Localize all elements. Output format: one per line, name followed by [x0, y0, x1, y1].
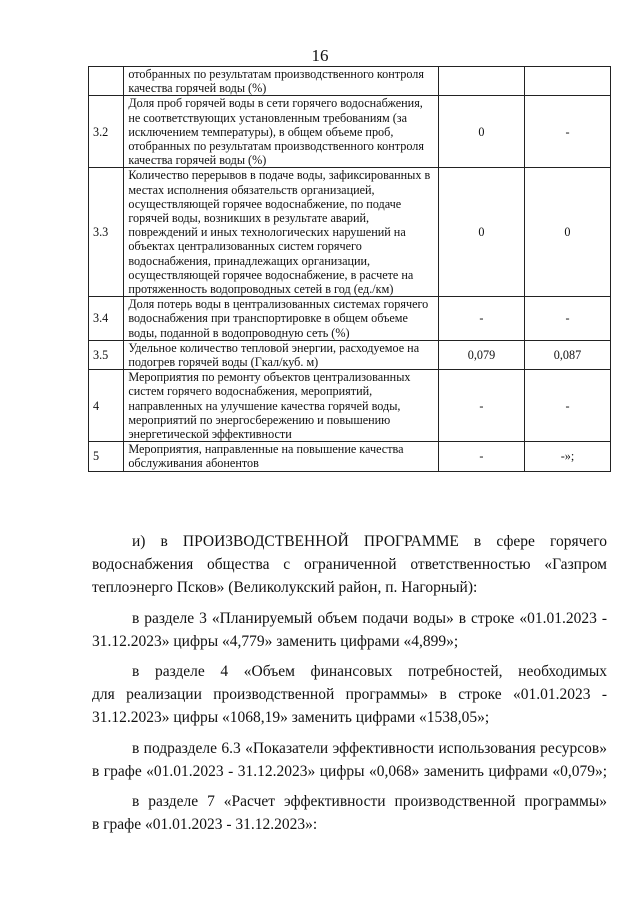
row-description: Доля проб горячей воды в сети горячего водоснабжения, не соответствующих установленным требованиям (за исключением температуры), в общем объеме проб, отобранных по результатам производственного контроля качества горячей воды (%) — [124, 96, 439, 168]
row-number: 3.2 — [89, 96, 124, 168]
row-number: 3.5 — [89, 340, 124, 369]
body-text — [92, 530, 607, 836]
row-value-1: 0 — [438, 96, 524, 168]
row-value-1: - — [438, 370, 524, 442]
row-number: 4 — [89, 370, 124, 442]
row-value-1: - — [438, 442, 524, 471]
page-number: 16 — [311, 46, 329, 65]
paragraph-section7: в разделе 7 «Расчет эффективности производственной программы» — [132, 793, 607, 811]
row-value-1: 0 — [438, 168, 524, 297]
paragraph-subsection63-line2: в графе «01.01.2023 - 31.12.2023» цифры «0,068» заменить цифрами «0,079»; — [92, 762, 607, 780]
row-value-1: - — [438, 297, 524, 341]
row-description: Доля потерь воды в централизованных системах горячего водоснабжения при транспортировке в общем объеме воды, поданной в водопроводную сеть (%) — [124, 297, 439, 341]
table-row — [89, 67, 611, 96]
indicators-table — [88, 66, 611, 472]
row-number: 3.4 — [89, 297, 124, 341]
row-value-1 — [438, 67, 524, 96]
row-value-2: - — [524, 370, 610, 442]
table-row — [89, 370, 611, 442]
paragraph-section4: в разделе 4 «Объем финансовых потребностей, необходимых — [132, 663, 607, 681]
row-value-1: 0,079 — [438, 340, 524, 369]
paragraph-subsection63: в подразделе 6.3 «Показатели эффективности использования ресурсов» — [132, 739, 607, 757]
paragraph-section3: в разделе 3 «Планируемый объем подачи воды» в строке «01.01.2023 - — [132, 609, 607, 627]
paragraph-section4-line2: для реализации производственной программы» в строке «01.01.2023 - — [92, 686, 607, 704]
row-number — [89, 67, 124, 96]
row-value-2: 0,087 — [524, 340, 610, 369]
paragraph-section3-line2: 31.12.2023» цифры «4,779» заменить цифрами «4,899»; — [92, 632, 459, 650]
paragraph-section7-line2: в графе «01.01.2023 - 31.12.2023»: — [92, 816, 318, 834]
row-value-2: - — [524, 297, 610, 341]
table-row — [89, 297, 611, 341]
indicators-table-body — [89, 67, 611, 472]
row-value-2: -»; — [524, 442, 610, 471]
row-description: отобранных по результатам производственного контроля качества горячей воды (%) — [124, 67, 439, 96]
row-number: 3.3 — [89, 168, 124, 297]
row-description: Мероприятия, направленные на повышение качества обслуживания абонентов — [124, 442, 439, 471]
paragraph-section4-line3: 31.12.2023» цифры «1068,19» заменить цифрами «1538,05»; — [92, 709, 490, 727]
row-description: Количество перерывов в подаче воды, зафиксированных в местах исполнения обязательств организацией, осуществляющей горячее водоснабжение, по подаче горячей воды, возникших в результате аварий, повреждений и иных технологических нарушений на объектах централизованных систем горячего водоснабжения, принадлежащих организации, осуществляющей горячее водоснабжение, в расчете на протяженность водопроводных сетей в год (ед./км) — [124, 168, 439, 297]
row-number: 5 — [89, 442, 124, 471]
table-row — [89, 340, 611, 369]
row-value-2: 0 — [524, 168, 610, 297]
paragraph-program-heading-line3: теплоэнерго Псков» (Великолукский район, п. Нагорный): — [92, 579, 478, 597]
table-row — [89, 96, 611, 168]
row-description: Удельное количество тепловой энергии, расходуемое на подогрев горячей воды (Гкал/куб. м) — [124, 340, 439, 369]
paragraph-program-heading: и) в ПРОИЗВОДСТВЕННОЙ ПРОГРАММЕ в сфере горячего — [132, 533, 607, 550]
table-row — [89, 442, 611, 471]
table-row — [89, 168, 611, 297]
paragraph-program-heading-line2: водоснабжения общества с ограниченной ответственностью «Газпром — [92, 556, 607, 574]
row-value-2 — [524, 67, 610, 96]
row-description: Мероприятия по ремонту объектов централизованных систем горячего водоснабжения, мероприятий, направленных на улучшение качества горячей воды, мероприятий по энергосбережению и повышению энергетической эффективности — [124, 370, 439, 442]
row-value-2: - — [524, 96, 610, 168]
